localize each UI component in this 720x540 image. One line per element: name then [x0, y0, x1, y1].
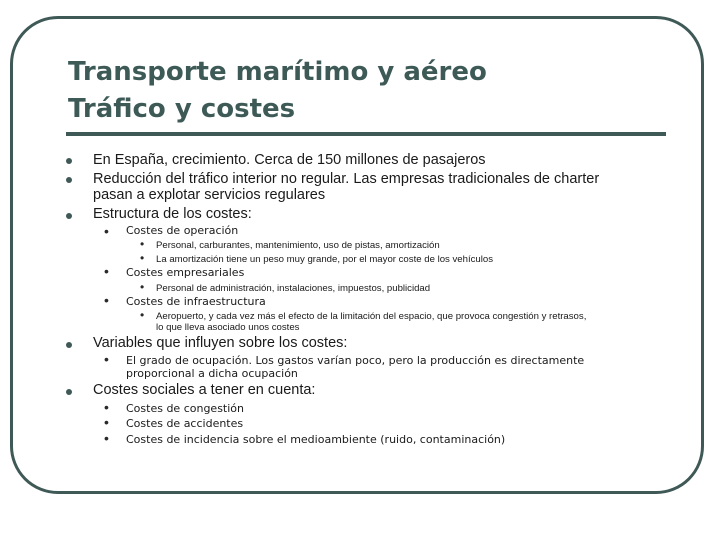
bullet-icon: •	[104, 430, 109, 446]
bullet-costes-congestion: Costes de congestión	[126, 402, 244, 415]
bullet-grado-line-1: El grado de ocupación. Los gastos varían poco, pero la producción es directamente	[126, 354, 585, 367]
bullet-costes-medioambiente: Costes de incidencia sobre el medioambiente (ruido, contaminación)	[126, 433, 506, 446]
title-line-1: Transporte marítimo y aéreo	[68, 57, 487, 87]
bullet-icon: •	[104, 351, 109, 367]
bullet-costes-infraestructura: Costes de infraestructura	[126, 295, 266, 308]
bullet-icon: •	[140, 308, 145, 322]
bullet-estructura: Estructura de los costes:	[93, 206, 252, 222]
bullet-icon	[66, 213, 72, 219]
bullet-icon	[66, 177, 72, 183]
bullet-sociales: Costes sociales a tener en cuenta:	[93, 382, 316, 398]
bullet-icon: •	[140, 280, 145, 294]
bullet-icon: •	[104, 223, 109, 239]
bullet-infra-line-2: lo que lleva asociado unos costes	[156, 322, 300, 333]
bullet-icon: •	[104, 292, 109, 308]
bullet-costes-accidentes: Costes de accidentes	[126, 417, 244, 430]
bullet-costes-empresariales: Costes empresariales	[126, 266, 245, 279]
bullet-infra-line-1: Aeropuerto, y cada vez más el efecto de la limitación del espacio, que provoca congestión y retrasos,	[156, 311, 587, 322]
bullet-espana: En España, crecimiento. Cerca de 150 millones de pasajeros	[93, 152, 486, 168]
bullet-icon: •	[140, 251, 145, 265]
bullet-icon: •	[104, 399, 109, 415]
bullet-emp-personal: Personal de administración, instalaciones, impuestos, publicidad	[156, 283, 431, 294]
bullet-op-amortizacion: La amortización tiene un peso muy grande, por el mayor coste de los vehículos	[156, 254, 494, 265]
bullet-variables: Variables que influyen sobre los costes:	[93, 335, 348, 351]
bullet-icon: •	[104, 263, 109, 279]
bullet-costes-operacion: Costes de operación	[126, 224, 239, 237]
bullet-icon	[66, 389, 72, 395]
bullet-reduccion-line-1: Reducción del tráfico interior no regular. Las empresas tradicionales de charter	[93, 171, 600, 187]
bullet-icon	[66, 158, 72, 164]
title-line-2: Tráfico y costes	[68, 94, 296, 124]
bullet-reduccion-line-2: pasan a explotar servicios regulares	[93, 187, 326, 203]
bullet-grado-line-2: proporcional a dicha ocupación	[126, 367, 298, 380]
bullet-op-personal: Personal, carburantes, mantenimiento, uso de pistas, amortización	[156, 240, 440, 251]
bullet-icon: •	[140, 237, 145, 251]
bullet-icon	[66, 342, 72, 348]
bullet-icon: •	[104, 414, 109, 430]
